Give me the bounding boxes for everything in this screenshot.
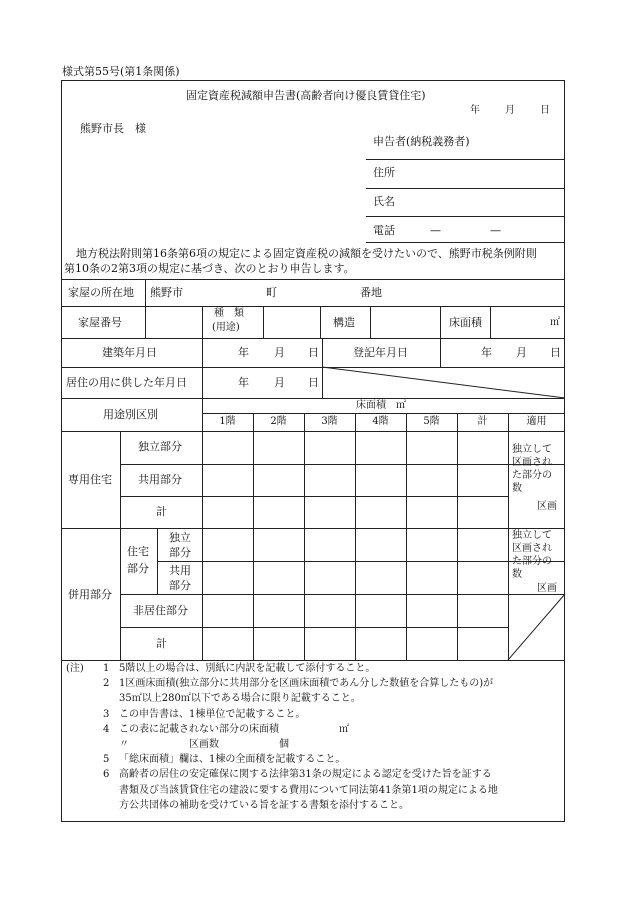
phone-dash-2: — xyxy=(490,224,501,237)
kind-label-2: (用途) xyxy=(212,322,240,333)
location-town: 町 xyxy=(266,286,277,299)
note-text: 高齢者の居住の安定確保に関する法律第31条の規定による認定を受けた旨を証する xyxy=(119,769,492,780)
grid-line xyxy=(61,279,565,280)
grid-line xyxy=(406,413,407,660)
note-text: この申告書は、1棟単位で記載すること。 xyxy=(119,709,306,720)
residence-date-label: 居住の用に供した年月日 xyxy=(66,376,187,389)
grid-line xyxy=(202,413,565,414)
grid-line xyxy=(263,306,264,338)
grid-line xyxy=(61,660,565,661)
dedicated-independent-label: 独立部分 xyxy=(138,440,182,453)
note-number: 6 xyxy=(103,769,110,780)
residence-year: 年 xyxy=(238,376,249,389)
column-header-5f: 5階 xyxy=(423,416,440,427)
kind-label-1: 種 類 xyxy=(214,308,244,319)
residential-part-label-1: 住宅 xyxy=(127,545,149,558)
residential-part-label-2: 部分 xyxy=(127,562,149,575)
statement-line-2: 第10条の2第3項の規定に基づき、次のとおり申告します。 xyxy=(64,262,355,275)
column-header-1f: 1階 xyxy=(219,416,236,427)
apply-note-1-line-4: 数 xyxy=(512,483,522,494)
address-label: 住所 xyxy=(373,166,395,179)
apply-note-2-line-1: 独立して xyxy=(512,530,552,541)
residence-month: 月 xyxy=(274,376,285,389)
grid-line xyxy=(145,279,146,338)
notes-label: (注) xyxy=(66,663,84,674)
grid-line xyxy=(304,413,305,660)
addressee: 熊野市長 様 xyxy=(80,122,146,135)
date-month: 月 xyxy=(505,105,515,116)
note-number: 2 xyxy=(103,678,110,689)
note-text: 〃 区画数 個 xyxy=(119,739,289,750)
grid-line xyxy=(202,338,203,398)
grid-line xyxy=(120,627,508,628)
column-header-apply: 適用 xyxy=(526,416,547,427)
note-text: 方公共団体の補助を受けている旨を証する書類を添付すること。 xyxy=(119,800,409,811)
structure-label: 構造 xyxy=(333,316,355,329)
grid-line xyxy=(320,306,321,338)
note-text: 「総床面積」欄は、1棟の全面積を記載すること。 xyxy=(119,754,346,765)
dedicated-shared-label: 共用部分 xyxy=(138,473,182,486)
dedicated-total-label: 計 xyxy=(156,505,167,518)
usage-label: 用途別区別 xyxy=(103,408,158,421)
built-month: 月 xyxy=(274,346,285,359)
grid-line xyxy=(490,306,491,338)
registered-year: 年 xyxy=(481,346,492,359)
grid-line xyxy=(120,464,565,465)
grid-line xyxy=(61,431,565,432)
dual-shared-label-2: 部分 xyxy=(169,579,191,592)
applicant-rule-1 xyxy=(366,159,564,160)
applicant-heading: 申告者(納税義務者) xyxy=(373,135,470,148)
apply-note-2-line-3: た部分の xyxy=(512,556,552,567)
grid-line xyxy=(355,413,356,660)
grid-line xyxy=(61,367,565,368)
grid-line xyxy=(202,306,203,338)
dual-shared-label-1: 共用 xyxy=(169,564,191,577)
grid-line xyxy=(61,398,565,399)
grid-line xyxy=(322,338,323,367)
grid-line xyxy=(322,367,323,398)
dedicated-housing-label: 専用住宅 xyxy=(68,473,112,486)
column-header-2f: 2階 xyxy=(270,416,287,427)
grid-line xyxy=(157,528,158,594)
grid-line xyxy=(457,413,458,660)
dual-use-label: 併用部分 xyxy=(68,588,112,601)
statement-line-1: 地方税法附則第16条第6項の規定による固定資産税の減額を受けたいので、熊野市税条例附則 xyxy=(76,247,537,260)
dual-independent-label-1: 独立 xyxy=(169,531,191,544)
applicant-rule-4 xyxy=(366,242,564,243)
apply-note-2-line-4: 数 xyxy=(512,569,522,580)
form-number: 様式第55号(第1条関係) xyxy=(62,65,180,78)
grid-line xyxy=(253,413,254,660)
note-number: 1 xyxy=(103,663,110,674)
apply-note-2-line-2: 区画され xyxy=(512,543,552,554)
note-number: 5 xyxy=(103,754,110,765)
floor-area-unit: ㎡ xyxy=(550,317,560,328)
column-header-4f: 4階 xyxy=(372,416,389,427)
apply-note-1-line-2: 区画され xyxy=(512,457,552,468)
applicant-rule-2 xyxy=(366,188,564,189)
residence-day: 日 xyxy=(308,376,319,389)
built-year: 年 xyxy=(238,346,249,359)
grid-line xyxy=(370,306,371,338)
built-day: 日 xyxy=(308,346,319,359)
note-number: 3 xyxy=(103,709,110,720)
note-text: 35㎡以上280㎡以下である場合に限り記載すること。 xyxy=(119,693,361,704)
grid-line xyxy=(508,413,509,660)
apply-note-1-unit: 区画 xyxy=(537,501,557,512)
phone-label: 電話 xyxy=(373,224,395,237)
column-header-total: 計 xyxy=(477,416,488,427)
grid-line xyxy=(440,306,441,338)
applicant-rule-3 xyxy=(366,216,564,217)
apply-note-1-line-1: 独立して xyxy=(512,444,552,455)
grid-line xyxy=(120,496,508,497)
grid-line xyxy=(61,338,565,339)
date-year: 年 xyxy=(470,105,480,116)
built-date-label: 建築年月日 xyxy=(102,346,157,359)
nonresidential-label: 非居住部分 xyxy=(133,604,188,617)
registered-day: 日 xyxy=(550,346,561,359)
column-header-3f: 3階 xyxy=(321,416,338,427)
apply-note-1-line-3: た部分の xyxy=(512,470,552,481)
note-text: 書類及び当該賃貸住宅の建設に要する費用について同法第41条第1項の規定による地 xyxy=(119,785,498,796)
phone-dash-1: — xyxy=(430,224,441,237)
grid-line xyxy=(440,338,441,367)
house-number-label: 家屋番号 xyxy=(78,316,122,329)
location-label: 家屋の所在地 xyxy=(68,286,134,299)
form-title: 固定資産税減額申告書(高齢者向け優良賃貸住宅) xyxy=(186,89,426,102)
grid-line xyxy=(61,528,565,529)
grid-line xyxy=(120,431,121,660)
dual-independent-label-2: 部分 xyxy=(169,546,191,559)
dual-total-label: 計 xyxy=(156,637,167,650)
name-label: 氏名 xyxy=(373,195,395,208)
note-text: 5階以上の場合は、別紙に内訳を記載して添付すること。 xyxy=(119,663,376,674)
note-text: この表に記載されない部分の床面積 ㎡ xyxy=(119,724,349,735)
grid-line xyxy=(202,398,203,660)
registered-date-label: 登記年月日 xyxy=(353,346,408,359)
apply-note-2-unit: 区画 xyxy=(537,583,557,594)
floor-area-header: 床面積 ㎡ xyxy=(356,400,406,411)
note-text: 1区画床面積(独立部分に共用部分を区画床面積であん分した数値を合算したもの)が xyxy=(119,678,494,689)
note-number: 4 xyxy=(103,724,110,735)
date-day: 日 xyxy=(540,105,550,116)
location-city: 熊野市 xyxy=(150,286,183,299)
location-banchi: 番地 xyxy=(360,286,382,299)
registered-month: 月 xyxy=(516,346,527,359)
grid-line xyxy=(120,594,565,595)
floor-area-label: 床面積 xyxy=(449,316,482,329)
grid-line xyxy=(157,561,565,562)
